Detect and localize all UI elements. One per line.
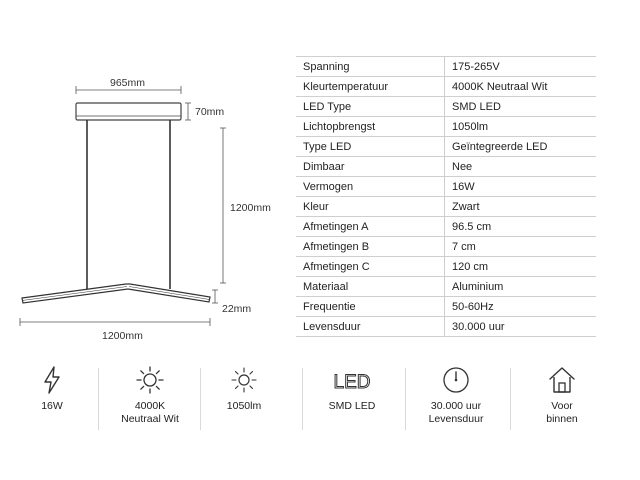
feature-label: 30.000 uur	[430, 400, 482, 412]
spec-label: Kleurtemperatuur	[296, 77, 445, 97]
ceiling-canopy	[76, 103, 181, 120]
table-row	[296, 97, 596, 117]
feature-label: SMD LED	[328, 400, 376, 412]
spec-table	[296, 56, 596, 337]
spec-value: Geïntegreerde LED	[445, 137, 597, 157]
feature-color-temperature	[98, 364, 202, 426]
table-row	[296, 257, 596, 277]
spec-label: Afmetingen B	[296, 237, 445, 257]
spec-value: 96.5 cm	[445, 217, 597, 237]
spec-value: 120 cm	[445, 257, 597, 277]
spec-value: Zwart	[445, 197, 597, 217]
lamp-drawing	[0, 0, 290, 350]
table-row	[296, 317, 596, 337]
spec-value: 50-60Hz	[445, 297, 597, 317]
hang-height-label: 1200mm	[230, 202, 271, 214]
spec-value: 4000K Neutraal Wit	[445, 77, 597, 97]
house-icon	[510, 364, 614, 400]
top-width-label: 965mm	[110, 77, 146, 89]
spec-value: Aluminium	[445, 277, 597, 297]
spec-value: 7 cm	[445, 237, 597, 257]
feature-strip	[0, 364, 640, 444]
spec-label: Dimbaar	[296, 157, 445, 177]
spec-value: SMD LED	[445, 97, 597, 117]
feature-label: 1050lm	[226, 400, 262, 412]
dimension-drawing	[0, 0, 290, 350]
spec-label: Type LED	[296, 137, 445, 157]
feature-sublabel: Levensduur	[428, 413, 484, 425]
spec-value: 1050lm	[445, 117, 597, 137]
feature-lumen	[192, 364, 296, 413]
feature-sublabel: Neutraal Wit	[121, 413, 179, 425]
table-row	[296, 297, 596, 317]
light-bar	[22, 284, 210, 303]
feature-led-type	[300, 364, 404, 413]
table-row	[296, 157, 596, 177]
sun-icon	[98, 364, 202, 400]
table-row	[296, 237, 596, 257]
feature-label: 16W	[41, 400, 63, 412]
bar-height-label: 22mm	[222, 303, 252, 315]
feature-sublabel: binnen	[546, 413, 578, 425]
table-row	[296, 197, 596, 217]
spec-label: Afmetingen C	[296, 257, 445, 277]
feature-lifetime	[404, 364, 508, 426]
lightning-icon	[0, 364, 104, 400]
table-row	[296, 117, 596, 137]
table-row	[296, 57, 596, 77]
feature-label: 4000K	[134, 400, 166, 412]
spec-label: Levensduur	[296, 317, 445, 337]
spec-label: Vermogen	[296, 177, 445, 197]
spec-label: Spanning	[296, 57, 445, 77]
table-row	[296, 217, 596, 237]
spec-label: Lichtopbrengst	[296, 117, 445, 137]
table-row	[296, 77, 596, 97]
table-row	[296, 177, 596, 197]
spec-label: Frequentie	[296, 297, 445, 317]
spec-label: Materiaal	[296, 277, 445, 297]
sun-light-icon	[192, 364, 296, 400]
table-row	[296, 137, 596, 157]
spec-label: LED Type	[296, 97, 445, 117]
feature-label: Voor	[551, 400, 573, 412]
led-icon-text: LED	[333, 372, 371, 393]
feature-indoor	[510, 364, 614, 426]
led-text-icon	[300, 364, 404, 400]
spec-value: Nee	[445, 157, 597, 177]
top-height-label: 70mm	[195, 106, 225, 118]
clock-icon	[404, 364, 508, 400]
spec-label: Kleur	[296, 197, 445, 217]
spec-value: 30.000 uur	[445, 317, 597, 337]
feature-power	[0, 364, 104, 413]
table-row	[296, 277, 596, 297]
spec-value: 175-265V	[445, 57, 597, 77]
bottom-width-label: 1200mm	[102, 330, 143, 342]
spec-value: 16W	[445, 177, 597, 197]
spec-label: Afmetingen A	[296, 217, 445, 237]
